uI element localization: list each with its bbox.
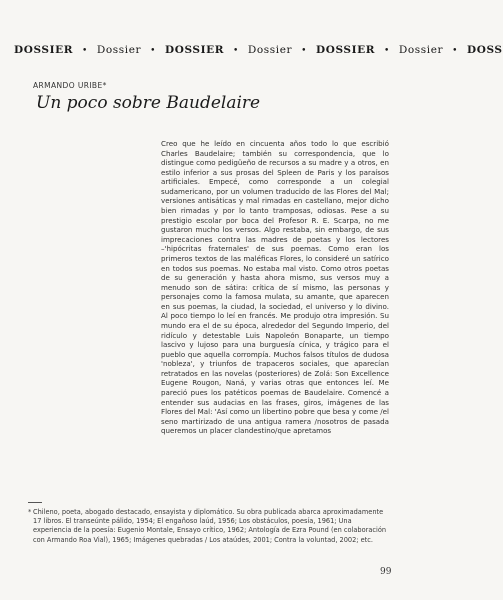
band-separator: • [301, 46, 308, 56]
band-item: DOSSIER [316, 44, 376, 56]
band-item: Dossier [247, 44, 293, 56]
band-separator: • [452, 46, 459, 56]
author-footnote [28, 508, 389, 545]
band-item: DOSS [467, 44, 503, 56]
band-separator: • [81, 46, 88, 56]
band-item: Dossier [96, 44, 142, 56]
band-item: Dossier [398, 44, 444, 56]
footnote-text: Chileno, poeta, abogado destacado, ensayista y diplomático. Su obra publicada abarca aproximadamente 17 libros. El transeúnte pálido, 1954; El engañoso laúd, 1956; Los obstáculos, poesía, 1961; Una experiencia de la poesía: Eugenio Montale, Ensayo crítico, 1962; Antología de Ezra Pound (en colaboración con Armando Roa Vial), 1965; Imágenes quebradas / Los ataúdes, 2001; Contra la voluntad, 2002; etc. [33, 508, 387, 544]
article-title: Un poco sobre Baudelaire [36, 93, 261, 113]
band-separator: • [150, 46, 157, 56]
author-name: ARMANDO URIBE* [33, 81, 107, 90]
page-number: 99 [380, 567, 392, 577]
footnote-divider [28, 502, 42, 503]
band-item: DOSSIER [165, 44, 225, 56]
footnote-mark: * [28, 508, 32, 516]
band-separator: • [383, 46, 390, 56]
dossier-header-band [14, 44, 503, 60]
band-item: DOSSIER [14, 44, 74, 56]
body-paragraph: Creo que he leído en cincuenta años todo lo que escribió Charles Baudelaire; también su correspondencia, que lo distingue como pedigüeño de recursos a su madre y a otros, en estilo inferior a sus prosas del Spleen de Paris y los paraísos artificiales. Empecé, como corresponde a un colegial sudamericano, por un volumen traducido de las Flores del Mal; versiones antisáticas y mal rimadas en castellano, mejor dicho bien rimadas y por lo tanto tramposas, odiosas. Pese a su prestigio escolar por boca del Profesor R. E. Scarpa, no me gustaron mucho los versos. Algo restaba, sin embargo, de sus imprecaciones contra las madres de poetas y los lectores –'hipócritas fraternales' de sus poemas. Como eran los primeros textos de las maléficas Flores, lo consideré un satírico en todos sus poemas. No estaba mal visto. Como otros poetas de su generación y hasta ahora mismo, sus versos muy a menudo son de sátira: crítica de sí mismo, las personas y personajes como la famosa mulata, su amante, que aparecen en sus poemas, la ciudad, la sociedad, el universo y lo divino. Al poco tiempo lo leí en francés. Me produjo otra impresión. Su mundo era el de su época, alrededor del Segundo Imperio, del ridículo y detestable Luis Napoleón Bonaparte, un tiempo lascivo y lujoso para una burguesía cínica, y trágico para el pueblo que aquella corrompía. Muchos falsos títulos de dudosa 'nobleza', y triunfos de trapaceros sociales, que aparecían retratados en las novelas (posteriores) de Zolá: Son Excellence Eugene Rougon, Naná, y varias otras que entonces leí. Me pareció pues los patéticos poemas de Baudelaire. Comencé a entender sus audacias en las frases, giros, imágenes de las Flores del Mal: 'Así como un libertino pobre que besa y come /el seno martirizado de una antigua ramera /nosotros de pasada queremos un placer clandestino/que apretamos [161, 139, 389, 436]
band-separator: • [232, 46, 239, 56]
article-body [161, 139, 389, 436]
